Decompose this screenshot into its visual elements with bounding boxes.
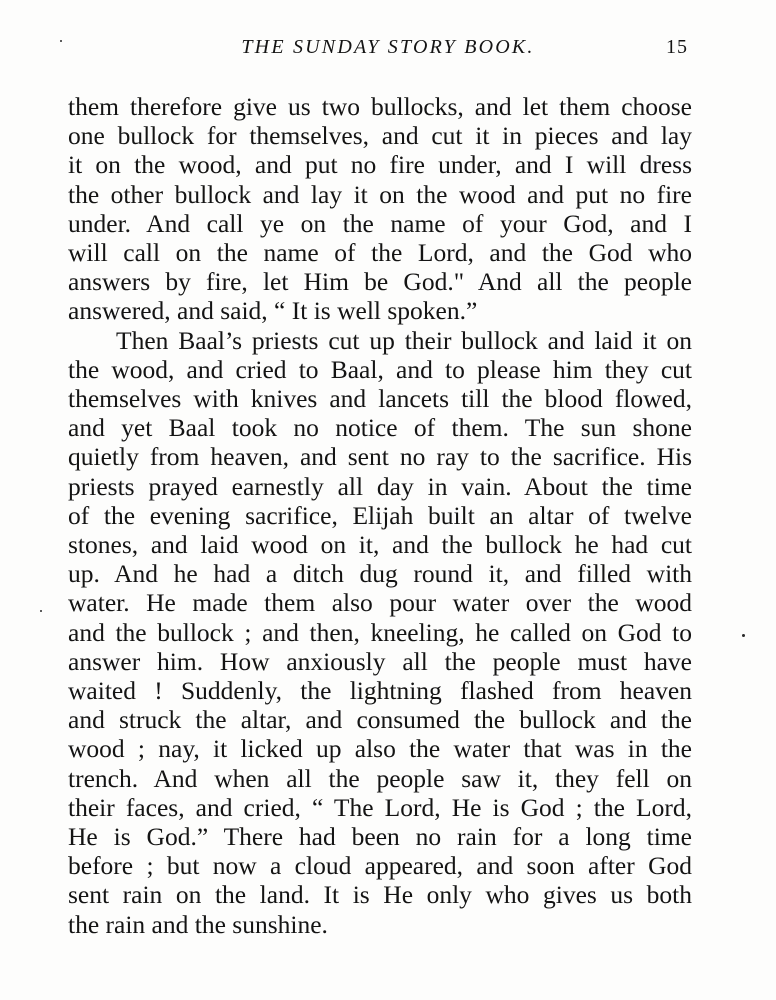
text-line: will call on the name of the Lord, and the God who bbox=[68, 238, 692, 268]
text-line: and the bullock ; and then, kneeling, he called on God to bbox=[68, 617, 692, 647]
text-line: answered, and said, “ It is well spoken.” bbox=[68, 296, 478, 326]
print-speck bbox=[60, 40, 62, 42]
text-line: under. And call ye on the name of your God, and I bbox=[68, 208, 692, 238]
text-line: trench. And when all the people saw it, they fell on bbox=[68, 763, 692, 793]
text-line: the rain and the sunshine. bbox=[68, 909, 328, 939]
text-line: their faces, and cried, “ The Lord, He is God ; the Lord, bbox=[68, 792, 692, 822]
text-line: up. And he had a ditch dug round it, and filled with bbox=[68, 559, 692, 589]
text-line: water. He made them also pour water over the wood bbox=[68, 588, 692, 618]
text-line: the wood, and cried to Baal, and to please him they cut bbox=[68, 354, 692, 384]
text-line: stones, and laid wood on it, and the bullock he had cut bbox=[68, 530, 692, 560]
text-line: wood ; nay, it licked up also the water that was in the bbox=[68, 734, 692, 764]
text-line: answers by fire, let Him be God." And all the people bbox=[68, 267, 692, 297]
text-line: the other bullock and lay it on the wood and put no fire bbox=[68, 179, 692, 209]
text-line: waited ! Suddenly, the lightning flashed from heaven bbox=[68, 676, 692, 706]
text-line: before ; but now a cloud appeared, and soon after God bbox=[68, 851, 692, 881]
text-line: themselves with knives and lancets till the blood flowed, bbox=[68, 384, 692, 414]
print-speck bbox=[742, 634, 745, 637]
running-title: THE SUNDAY STORY BOOK. bbox=[241, 36, 535, 58]
paragraph bbox=[68, 326, 692, 939]
text-line: of the evening sacrifice, Elijah built an altar of twelve bbox=[68, 500, 692, 530]
paragraph bbox=[68, 92, 692, 326]
text-line: quietly from heaven, and sent no ray to the sacrifice. His bbox=[68, 442, 692, 472]
text-line: He is God.” There had been no rain for a long time bbox=[68, 822, 692, 852]
text-line: them therefore give us two bullocks, and let them choose bbox=[68, 92, 692, 121]
running-header bbox=[0, 36, 776, 66]
text-line: priests prayed earnestly all day in vain. About the time bbox=[68, 471, 692, 501]
text-line: it on the wood, and put no fire under, and I will dress bbox=[68, 150, 692, 180]
body-text bbox=[68, 92, 692, 939]
text-line: one bullock for themselves, and cut it in pieces and lay bbox=[68, 121, 692, 151]
text-line: Then Baal’s priests cut up their bullock and laid it on bbox=[116, 325, 692, 355]
text-line: and yet Baal took no notice of them. The sun shone bbox=[68, 413, 692, 443]
page-number: 15 bbox=[666, 36, 688, 58]
text-line: sent rain on the land. It is He only who gives us both bbox=[68, 880, 692, 910]
print-speck bbox=[40, 610, 42, 612]
text-line: and struck the altar, and consumed the bullock and the bbox=[68, 705, 692, 735]
text-line: answer him. How anxiously all the people must have bbox=[68, 646, 692, 676]
